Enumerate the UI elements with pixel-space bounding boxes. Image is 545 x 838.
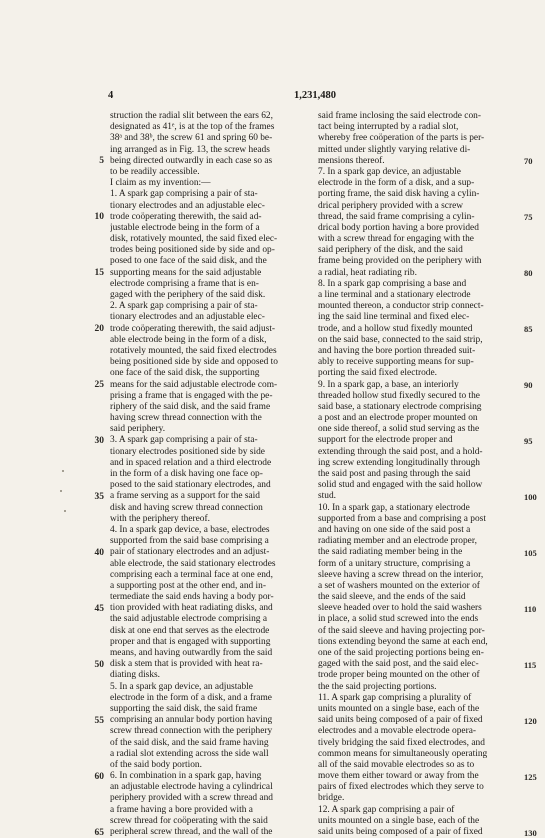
text-line: 38ᵃ and 38ᵇ, the screw 61 and spring 60 be- xyxy=(110,133,273,144)
paper-speck xyxy=(64,510,66,512)
text-line: 9. In a spark gap, a base, an interiorly xyxy=(318,379,459,390)
text-line: frame being provided on the periphery with xyxy=(318,256,482,267)
text-line: 1. A spark gap comprising a pair of sta- xyxy=(110,189,258,200)
line-number: 80 xyxy=(524,267,533,278)
text-line: one face of the said disk, the supporting xyxy=(110,368,260,379)
text-line: trodes being positioned side by side and op- xyxy=(110,245,275,256)
text-line: stud. xyxy=(318,491,336,502)
text-line: tionary electrodes and an adjustable elec- xyxy=(110,200,265,211)
text-line: 8. In a spark gap comprising a base and xyxy=(318,278,467,289)
line-number: 20 xyxy=(94,323,104,334)
text-line: 10. In a spark gap, a stationary electrode xyxy=(318,502,470,513)
text-line: the the said projecting portions. xyxy=(318,681,437,692)
line-number: 75 xyxy=(524,211,533,222)
text-line: disk a stem that is provided with heat ra- xyxy=(110,659,263,670)
text-line: ing the said line terminal and fixed elec- xyxy=(318,312,470,323)
text-line: mitted under slightly varying relative di- xyxy=(318,144,471,155)
text-line: trode coöperating therewith, the said ad- xyxy=(110,211,262,222)
text-line: prising a frame that is engaged with the pe- xyxy=(110,390,273,401)
line-number: 100 xyxy=(524,491,537,502)
text-line: a frame having a bore provided with a xyxy=(110,804,253,815)
text-line: means for the said adjustable electrode com- xyxy=(110,379,278,390)
line-number: 5 xyxy=(99,155,104,166)
text-line: a radial slot extending across the side wall xyxy=(110,748,269,759)
text-line: an adjustable electrode having a cylindrical xyxy=(110,782,273,793)
text-line: trode proper being mounted on the other of xyxy=(318,670,480,681)
line-number: 55 xyxy=(94,715,104,726)
text-line: said frame inclosing the said electrode con- xyxy=(318,111,481,121)
text-line: support for the electrode proper and xyxy=(318,435,453,446)
text-line: electrode in the form of a disk, and a frame xyxy=(110,692,272,703)
line-number: 115 xyxy=(524,659,537,670)
text-line: all of the said movable electrodes so as to xyxy=(318,759,475,770)
line-number: 10 xyxy=(94,211,104,222)
text-line: tact being interrupted by a radial slot, xyxy=(318,122,459,133)
line-number: 15 xyxy=(94,267,104,278)
text-line: of the said body portion. xyxy=(110,759,202,770)
text-line: means, and having outwardly from the said xyxy=(110,648,273,658)
text-line: justable electrode being in the form of a xyxy=(110,222,260,233)
text-line: one of the said projecting portions being en- xyxy=(318,648,484,658)
text-line: a line terminal and a stationary electrode xyxy=(318,290,471,300)
text-line: move them either toward or away from the xyxy=(318,771,479,782)
line-number: 35 xyxy=(94,491,104,502)
text-line: pairs of fixed electrodes which they serve to xyxy=(318,782,484,793)
text-line: termediate the said ends having a body por- xyxy=(110,592,274,603)
text-line: threaded hollow stud fixedly secured to the xyxy=(318,390,480,401)
text-line: solid stud and engaged with the said hollow xyxy=(318,480,483,491)
line-number: 25 xyxy=(94,379,104,390)
text-line: tionary electrodes positioned side by side xyxy=(110,446,265,457)
line-number: 110 xyxy=(524,603,537,614)
text-line: mounted thereon, a conductor strip connect- xyxy=(318,301,484,312)
text-line: 6. In combination in a spark gap, having xyxy=(110,771,262,782)
text-line: units mounted on a single base, each of the xyxy=(318,815,480,826)
text-line: tively bridging the said fixed electrodes, and xyxy=(318,737,485,748)
line-number: 45 xyxy=(94,603,104,614)
text-line: said units being composed of a pair of fixed xyxy=(318,827,483,837)
text-line: 5. In a spark gap device, an adjustable xyxy=(110,681,253,692)
text-line: diating disks. xyxy=(110,670,161,681)
text-line: one side thereof, a solid stud serving as the xyxy=(318,424,480,435)
line-number: 105 xyxy=(524,547,537,558)
text-line: whereby free coöperation of the parts is per- xyxy=(318,133,485,144)
text-line: with the periphery thereof. xyxy=(110,513,210,524)
line-number: 120 xyxy=(524,715,537,726)
text-line: able electrode, the said stationary electrodes xyxy=(110,558,276,569)
text-line: trode, and a hollow stud fixedly mounted xyxy=(318,323,473,334)
text-line: posed to the said stationary electrodes, and xyxy=(110,480,271,491)
line-number: 85 xyxy=(524,323,533,334)
text-line: periphery provided with a screw thread and xyxy=(110,793,273,804)
text-line: tionary electrodes and an adjustable elec- xyxy=(110,312,265,323)
text-line: pair of stationary electrodes and an adjust- xyxy=(110,547,270,558)
line-number: 90 xyxy=(524,379,533,390)
page-number: 4 xyxy=(108,90,114,101)
text-line: to be readily accessible. xyxy=(110,166,200,177)
text-line: in the form of a disk having one face op- xyxy=(110,469,263,479)
line-number: 95 xyxy=(524,435,533,446)
text-line: thread, the said frame comprising a cylin- xyxy=(318,211,475,222)
text-line: a supporting post at the other end, and in- xyxy=(110,580,266,591)
paper-speck xyxy=(62,470,64,472)
text-line: 12. A spark gap comprising a pair of xyxy=(318,804,455,815)
text-line: in place, a solid stud screwed into the ends xyxy=(318,614,479,625)
text-line: a radial, heat radiating rib. xyxy=(318,267,417,278)
text-line: 2. A spark gap comprising a pair of sta- xyxy=(110,301,258,312)
text-line: sleeve having a screw thread on the interior, xyxy=(318,569,484,580)
text-line: trode coöperating therewith, the said adjust- xyxy=(110,323,276,334)
text-line: I claim as my invention:— xyxy=(110,178,211,189)
text-line: said periphery of the disk, and the said xyxy=(318,245,463,256)
text-line: disk, rotatively mounted, the said fixed elec- xyxy=(110,234,278,245)
text-line: supporting means for the said adjustable xyxy=(110,267,262,278)
text-line: the said sleeve, and the ends of the said xyxy=(318,592,466,603)
text-line: 11. A spark gap comprising a plurality of xyxy=(318,692,472,703)
text-line: ing arranged as in Fig. 13, the screw heads xyxy=(110,144,270,155)
line-number: 30 xyxy=(94,435,104,446)
page-header xyxy=(0,90,545,106)
text-line: supported from a base and comprising a post xyxy=(318,513,486,524)
text-line: and in spaced relation and a third electrode xyxy=(110,457,272,468)
text-line: on the said base, connected to the said strip, xyxy=(318,334,483,345)
text-line: 7. In a spark gap device, an adjustable xyxy=(318,166,461,177)
text-line: the said post and pasing through the said xyxy=(318,469,471,479)
text-line: sleeve headed over to hold the said washers xyxy=(318,603,482,614)
text-line: posed to one face of the said disk, and the xyxy=(110,256,267,267)
text-line: able electrode being in the form of a disk, xyxy=(110,334,267,345)
text-line: a post and an electrode proper mounted on xyxy=(318,413,478,424)
text-line: tion provided with heat radiating disks, and xyxy=(110,603,273,614)
text-line: drical body portion having a bore provided xyxy=(318,222,479,233)
text-line: mensions thereof. xyxy=(318,155,385,166)
text-line: 3. A spark gap comprising a pair of sta- xyxy=(110,435,258,446)
text-line: gaged with the periphery of the said disk. xyxy=(110,290,266,300)
text-line: supporting the said disk, the said frame xyxy=(110,703,258,714)
text-line: with a screw thread for engaging with the xyxy=(318,234,474,245)
text-line: and having the bore portion threaded suit- xyxy=(318,345,476,356)
text-line: comprising an annular body portion having xyxy=(110,715,273,726)
text-line: screw thread for coöperating with the said xyxy=(110,815,268,826)
text-line: disk at one end that serves as the electrode xyxy=(110,625,270,636)
text-line: drical periphery provided with a screw xyxy=(318,200,463,211)
text-line: being directed outwardly in each case so as xyxy=(110,155,273,166)
paper-speck xyxy=(60,490,62,492)
text-line: electrodes and a movable electrode opera- xyxy=(318,726,476,737)
text-line: peripheral screw thread, and the wall of the xyxy=(110,827,273,837)
text-line: radiating member and an electrode proper, xyxy=(318,536,477,547)
text-line: porting the said fixed electrode. xyxy=(318,368,437,379)
text-line: said base, a stationary electrode comprising xyxy=(318,401,482,412)
text-line: riphery of the said disk, and the said frame xyxy=(110,401,271,412)
text-line: the said radiating member being in the xyxy=(318,547,463,558)
line-number: 125 xyxy=(524,771,537,782)
text-line: struction the radial slit between the ears 62, xyxy=(110,111,273,121)
text-line: rotatively mounted, the said fixed electrodes xyxy=(110,345,277,356)
text-line: of the said disk, and the said frame having xyxy=(110,737,269,748)
text-line: bridge. xyxy=(318,793,345,804)
text-line: 4. In a spark gap device, a base, electrodes xyxy=(110,524,270,535)
patent-number: 1,231,480 xyxy=(294,90,336,101)
text-line: electrode in the form of a disk, and a sup- xyxy=(318,178,475,189)
text-line: form of a unitary structure, comprising a xyxy=(318,558,471,569)
line-number: 70 xyxy=(524,155,533,166)
line-number: 60 xyxy=(94,771,104,782)
text-line: a set of washers mounted on the exterior of xyxy=(318,580,480,591)
line-number: 130 xyxy=(524,827,537,838)
text-line: units mounted on a single base, each of the xyxy=(318,703,480,714)
text-line: said periphery. xyxy=(110,424,166,435)
text-line: being positioned side by side and opposed to xyxy=(110,357,278,368)
text-line: electrode comprising a frame that is en- xyxy=(110,278,259,289)
text-line: screw thread connection with the periphery xyxy=(110,726,273,737)
text-line: proper and that is engaged with supporting xyxy=(110,636,271,647)
line-number: 50 xyxy=(94,659,104,670)
text-line: ing screw extending longitudinally through xyxy=(318,457,480,468)
text-line: having screw thread connection with the xyxy=(110,413,262,424)
text-line: extending through the said post, and a hold- xyxy=(318,446,483,457)
left-text-column xyxy=(110,111,316,838)
text-line: common means for simultaneously operating xyxy=(318,748,488,759)
text-line: tions extending beyond the same at each end, xyxy=(318,636,488,647)
text-line: the said adjustable electrode comprising a xyxy=(110,614,267,625)
text-line: supported from the said base comprising a xyxy=(110,536,269,547)
text-line: porting frame, the said disk having a cylin- xyxy=(318,189,480,200)
text-line: and having on one side of the said post a xyxy=(318,524,471,535)
text-line: disk and having screw thread connection xyxy=(110,502,263,513)
text-line: a frame serving as a support for the said xyxy=(110,491,260,502)
text-line: comprising each a terminal face at one end, xyxy=(110,569,273,580)
text-line: ably to receive supporting means for sup- xyxy=(318,357,474,368)
text-line: of the said sleeve and having projecting por- xyxy=(318,625,485,636)
text-line: said units being composed of a pair of fixed xyxy=(318,715,483,726)
line-number: 40 xyxy=(94,547,104,558)
line-number: 65 xyxy=(94,827,104,838)
text-line: gaged with the said post, and the said elec- xyxy=(318,659,479,670)
right-text-column xyxy=(318,111,524,838)
text-line: designated as 41ᵉ, is at the top of the frames xyxy=(110,122,275,133)
